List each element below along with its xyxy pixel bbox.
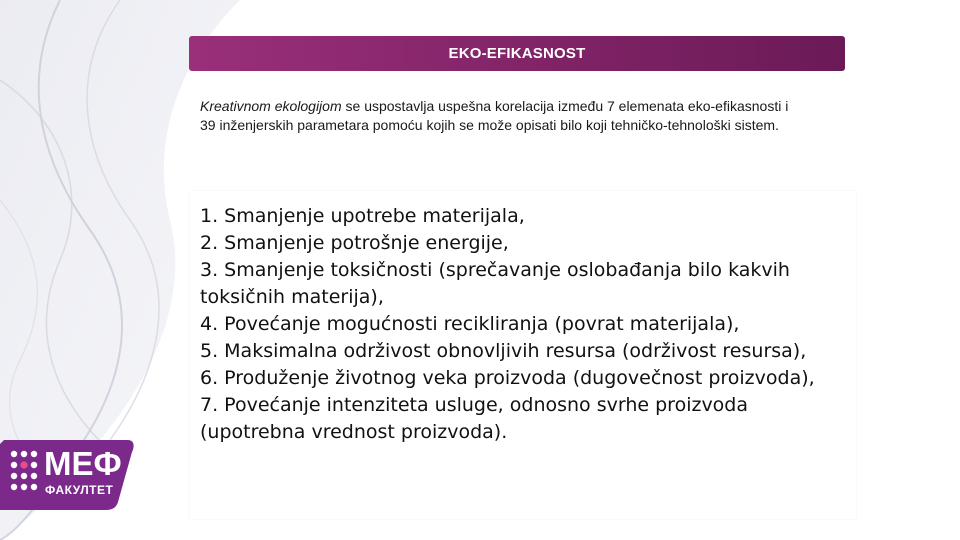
logo-sub-text: ФАКУЛТЕТ xyxy=(45,483,114,497)
logo-main-text: МЕФ xyxy=(44,445,122,482)
list-item: 4. Povećanje mogućnosti recikliranja (povrat materijala), xyxy=(200,313,740,335)
eco-efficiency-list xyxy=(190,191,856,446)
list-item: 2. Smanjenje potrošnje energije, xyxy=(200,232,509,254)
list-item: 3. Smanjenje toksičnosti (sprečavanje oslobađanja bilo kakvih toksičnih materija), xyxy=(200,259,790,308)
page-title: EKO-EFIKASNOST xyxy=(448,45,586,62)
page-title-bar xyxy=(189,36,845,71)
intro-paragraph xyxy=(200,97,800,135)
content-box xyxy=(190,191,856,519)
list-item: 5. Maksimalna održivost obnovljivih resursa (održivost resursa), xyxy=(200,340,807,362)
list-item: 1. Smanjenje upotrebe materijala, xyxy=(200,205,525,227)
intro-italic-lead: Kreativnom ekologijom xyxy=(200,98,342,114)
intro-text: se uspostavlja uspešna korelacija između 7 elemenata eko-efikasnosti i 39 inženjerskih parametara pomoću kojih se može opisati bilo koji tehničko-tehnološki sistem. xyxy=(200,98,789,133)
list-item: 7. Povećanje intenziteta usluge, odnosno svrhe proizvoda (upotrebna vrednost proizvoda). xyxy=(200,394,749,443)
list-item: 6. Produženje životnog veka proizvoda (dugovečnost proizvoda), xyxy=(200,367,815,389)
